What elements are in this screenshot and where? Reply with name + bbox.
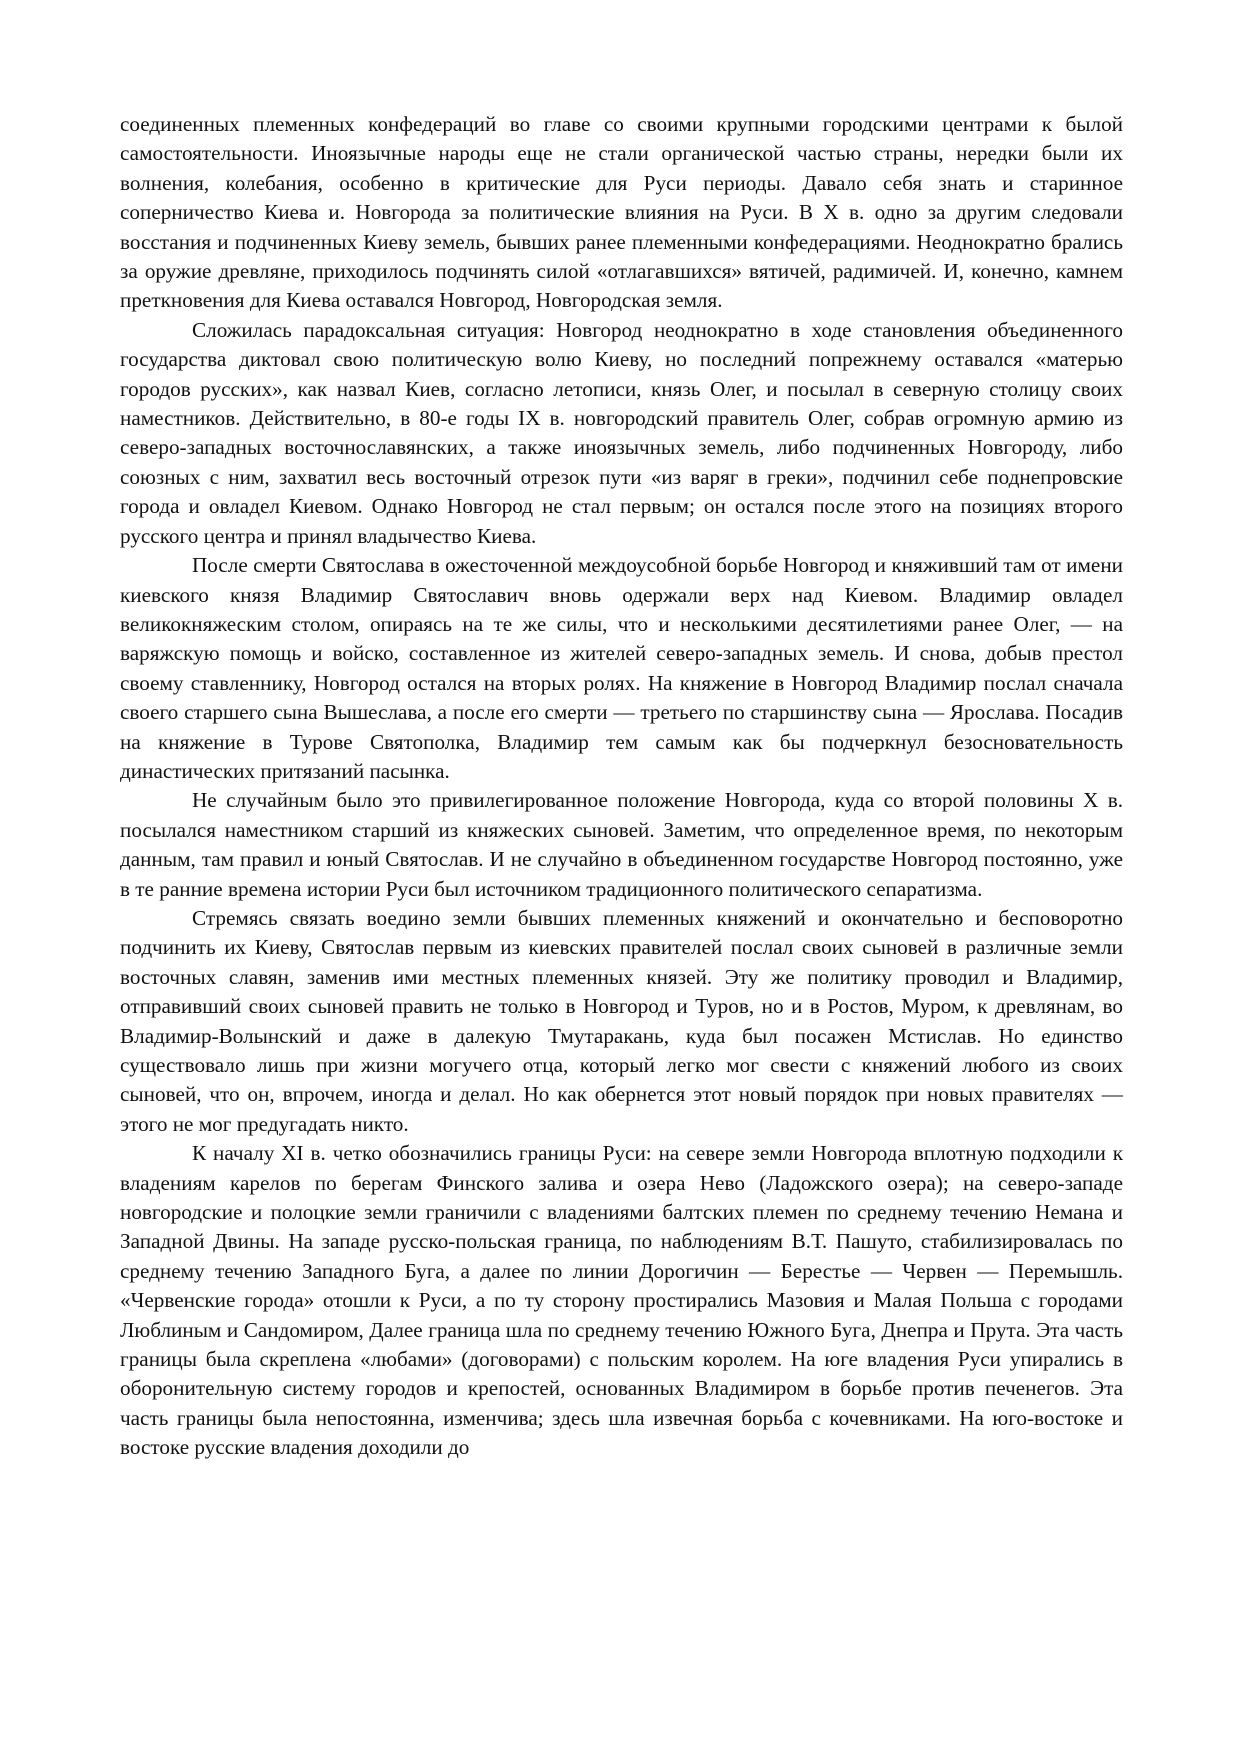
document-page — [120, 110, 1123, 1463]
paragraph-5: Стремясь связать воедино земли бывших племенных княжений и окончательно и бесповоротно подчинить их Киеву, Святослав первым из киевских правителей послал своих сыновей в различные земли восточных славян, заменив ими местных племенных князей. Эту же политику проводил и Владимир, отправивший своих сыновей править не только в Новгород и Туров, но и в Ростов, Муром, к древлянам, во Владимир-Волынский и даже в далекую Тмутаракань, куда был посажен Мстислав. Но единство существовало лишь при жизни могучего отца, который легко мог свести с княжений любого из своих сыновей, что он, впрочем, иногда и делал. Но как обернется этот новый порядок при новых правителях — этого не мог предугадать никто. — [120, 905, 1123, 1136]
paragraph-2: Сложилась парадоксальная ситуация: Новгород неоднократно в ходе становления объединенного государства диктовал свою политическую волю Киеву, но последний попрежнему оставался «матерью городов русских», как назвал Киев, согласно летописи, князь Олег, и посылал в северную столицу своих наместников. Действительно, в 80-е годы IX в. новгородский правитель Олег, собрав огромную армию из северо-западных восточнославянских, а также иноязычных земель, либо подчиненных Новгороду, либо союзных с ним, захватил весь восточный отрезок пути «из варяг в греки», подчинил себе поднепровские города и овладел Киевом. Однако Новгород не стал первым; он остался после этого на позициях второго русского центра и принял владычество Киева. — [120, 317, 1123, 548]
paragraph-4: Не случайным было это привилегированное положение Новгорода, куда со второй половины X в. посылался наместником старший из княжеских сыновей. Заметим, что определенное время, по некоторым данным, там правил и юный Святослав. И не случайно в объединенном государстве Новгород постоянно, уже в те ранние времена истории Руси был источником традиционного политического сепаратизма. — [120, 788, 1123, 901]
paragraph-1: соединенных племенных конфедераций во главе со своими крупными городскими центрами к былой самостоятельности. Иноязычные народы еще не стали органической частью страны, нередки были их волнения, колебания, особенно в критические для Руси периоды. Давало себя знать и старинное соперничество Киева и. Новгорода за политические влияния на Руси. В X в. одно за другим следовали восстания и подчиненных Киеву земель, бывших ранее племенными конфедерациями. Неоднократно брались за оружие древляне, приходилось подчинять силой «отлагавшихся» вятичей, радимичей. И, конечно, камнем преткновения для Киева оставался Новгород, Новгородская земля. — [120, 112, 1123, 313]
paragraph-6: К началу XI в. четко обозначились границы Руси: на севере земли Новгорода вплотную подходили к владениям карелов по берегам Финского залива и озера Нево (Ладожского озера); на северо-западе новгородские и полоцкие земли граничили с владениями балтских племен по среднему течению Немана и Западной Двины. На западе русско-польская граница, по наблюдениям В.Т. Пашуто, стабилизировалась по среднему течению Западного Буга, а далее по линии Дорогичин — Берестье — Червен — Перемышль. «Червенские города» отошли к Руси, а по ту сторону простирались Мазовия и Малая Польша с городами Люблиным и Сандомиром, Далее граница шла по среднему течению Южного Буга, Днепра и Прута. Эта часть границы была скреплена «любами» (договорами) с польским королем. На юге владения Руси упирались в оборонительную систему городов и крепостей, основанных Владимиром в борьбе против печенегов. Эта часть границы была непостоянна, изменчива; здесь шла извечная борьба с кочевниками. На юго-востоке и востоке русские владения доходили до — [120, 1141, 1123, 1460]
paragraph-3: После смерти Святослава в ожесточенной междоусобной борьбе Новгород и княживший там от имени киевского князя Владимир Святославич вновь одержали верх над Киевом. Владимир овладел великокняжеским столом, опираясь на те же силы, что и несколькими десятилетиями ранее Олег, — на варяжскую помощь и войско, составленное из жителей северо-западных земель. И снова, добыв престол своему ставленнику, Новгород остался на вторых ролях. На княжение в Новгород Владимир послал сначала своего старшего сына Вышеслава, а после его смерти — третьего по старшинству сына — Ярослава. Посадив на княжение в Турове Святополка, Владимир тем самым как бы подчеркнул безосновательность династических притязаний пасынка. — [120, 553, 1123, 783]
